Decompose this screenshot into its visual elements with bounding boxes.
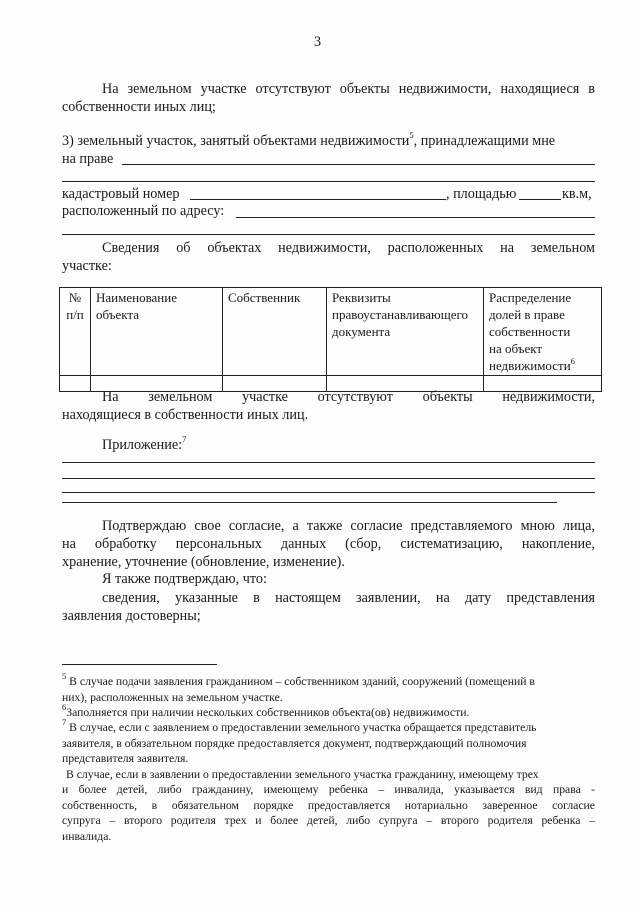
item3-line1: 3) земельный участок, занятый объектами недвижимости$^5$, принадлежащими мне [62,130,556,149]
para1-line2: собственности иных лиц; [62,99,216,115]
header-name: Наименование объекта [91,288,223,376]
para1-line1: На земельном участке отсутствуют объекты недвижимости, находящиеся в [102,81,595,97]
address-field-2[interactable] [62,234,595,235]
header-share: Распределение долей в праве собственности на объект недвижимости$^6$ [484,288,602,376]
footnote-ref-6: 6 [570,355,575,366]
footnote-separator [62,664,217,665]
header-num: № п/п [60,288,91,376]
footnote-5-line2: них), расположенных на земельном участке. [62,691,283,704]
footnote-7-p2-line5: инвалида. [62,830,112,843]
appendix-line-1[interactable] [62,462,595,463]
footnote-7-p2-line3: собственность, в обязательном порядке предоставляется нотариально заверенное согласие [62,799,595,812]
appendix-line-2[interactable] [62,478,595,479]
appendix-label: Приложение:$^7$ [102,434,187,453]
footnote-7-p2-line4: супруга – второго родителя трех и более детей, либо супруга – второго родителя ребенка – [62,814,595,827]
footnote-7-line1: $^7$ В случае, если с заявлением о предоставлении земельного участка обращается представитель [62,717,537,734]
area-label: , площадью [446,186,517,202]
consent-line6: заявления достоверны; [62,608,201,624]
cadastral-label: кадастровый номер [62,186,180,202]
area-field[interactable] [519,199,561,200]
page-number: 3 [314,34,322,50]
footnote-ref-5: 5 [409,130,414,141]
footnote-7-p2-line1: В случае, если в заявлении о предоставлении земельного участка гражданину, имеющему трех [66,768,539,781]
objects-table [59,287,602,392]
area-unit: кв.м, [562,186,592,202]
cadastral-number-field[interactable] [190,199,446,200]
footnote-7-line3: представителя заявителя. [62,752,189,765]
footnote-5-line1: $^5$ В случае подачи заявления гражданином – собственником зданий, сооружений (помещений в [62,671,535,688]
consent-line3: хранение, уточнение (обновление, изменение). [62,554,345,570]
appendix-line-3[interactable] [62,492,595,493]
right-field-line[interactable] [122,164,595,165]
footnote-7-p2-line2: и более детей, либо гражданину, имеющему ребенка – инвалида, указывается вид права - [62,783,595,796]
cell-num[interactable] [60,376,91,392]
consent-line4: Я также подтверждаю, что: [102,571,267,587]
header-owner: Собственник [223,288,327,376]
footnote-7-line2: заявителя, в обязательном порядке предоставляется документ, подтверждающий полномочия [62,737,527,750]
footnote-6: $^6$Заполняется при наличии нескольких собственников объекта(ов) недвижимости. [62,702,470,719]
header-document: Реквизиты правоустанавливающего документа [327,288,484,376]
address-field[interactable] [236,217,595,218]
right-field-line-2[interactable] [62,181,595,182]
para2-line2: находящиеся в собственности иных лиц. [62,407,309,423]
para2-line1: На земельном участке отсутствуют объекты недвижимости, [102,389,595,405]
address-label: расположенный по адресу: [62,203,225,219]
appendix-line-4[interactable] [62,502,557,503]
item3-on-right-label: на праве [62,151,114,167]
objects-intro-line1: Сведения об объектах недвижимости, расположенных на земельном [102,240,595,256]
consent-line1: Подтверждаю свое согласие, а также согласие представляемого мною лица, [102,518,595,534]
footnote-ref-7: 7 [182,434,187,445]
table-header-row [60,288,602,376]
objects-intro-line2: участке: [62,258,112,274]
consent-line2: на обработку персональных данных (сбор, систематизацию, накопление, [62,536,595,552]
consent-line5: сведения, указанные в настоящем заявлении, на дату представления [102,590,595,606]
